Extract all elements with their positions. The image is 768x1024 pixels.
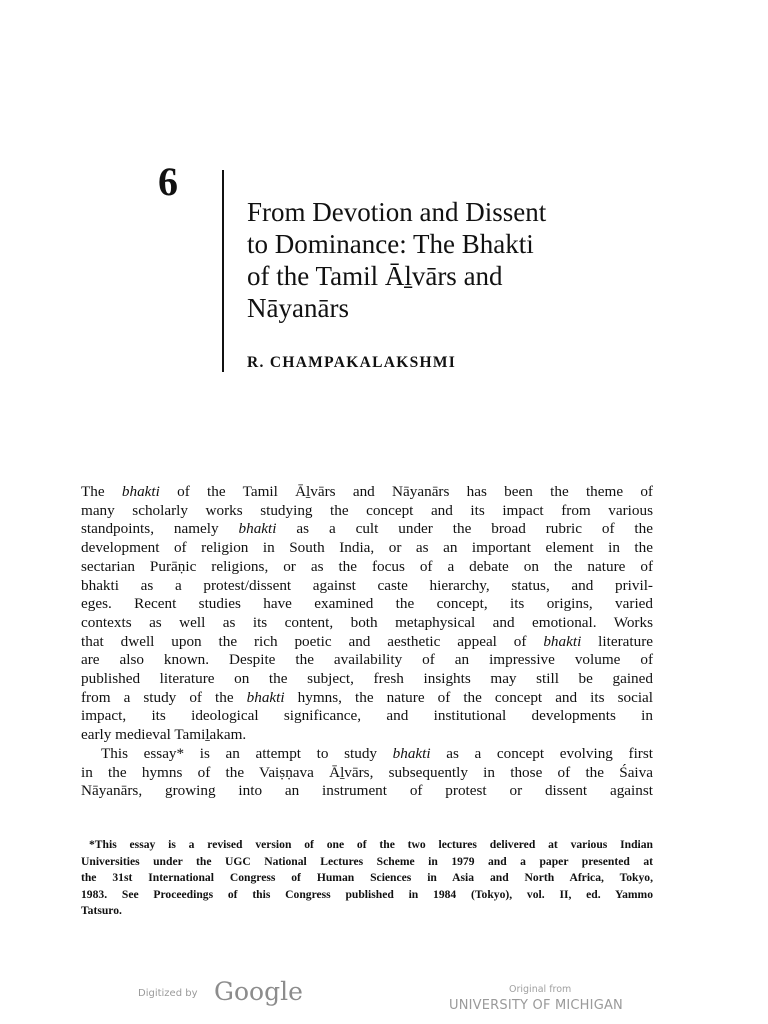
body-line: The bhakti of the Tamil Āḻvārs and Nāyanārs has been the theme of [81,483,653,500]
body-line: published literature on the subject, fresh insights may still be gained [81,670,653,688]
body-line: sectarian Purāṇic religions, or as the focus of a debate on the nature of [81,557,653,575]
body-line: that dwell upon the rich poetic and aesthetic appeal of bhakti literature [81,632,653,650]
body-line: in the hymns of the Vaiṣṇava Āḻvārs, subsequently in those of the Śaiva [81,763,653,781]
university-label: UNIVERSITY OF MICHIGAN [449,998,623,1013]
body-line: contexts as well as its content, both metaphysical and emotional. Works [81,613,653,631]
footnote-line: *This essay is a revised version of one of the two lectures delivered at various Indian [89,838,653,851]
title-line: of the Tamil Āḻvārs and [247,261,503,291]
chapter-title [247,196,667,324]
italic-term: bhakti [121,483,160,500]
title-line: Nāyanārs [247,293,349,323]
italic-term: bhakti [246,688,285,706]
google-logo: Google [214,977,303,1006]
body-text [81,483,653,801]
italic-term: bhakti [543,632,582,650]
body-line: impact, its ideological significance, and institutional developments in [81,707,653,725]
footnote [81,837,653,920]
italic-term: bhakti [238,520,277,538]
body-line: eges. Recent studies have examined the concept, its origins, varied [81,595,653,613]
digitized-by-label: Digitized by [138,988,198,999]
body-line: bhakti as a protest/dissent against caste hierarchy, status, and privil- [81,576,653,594]
title-line: to Dominance: The Bhakti [247,229,534,259]
footnote-line: Universities under the UGC National Lectures Scheme in 1979 and a paper presented at [81,854,653,868]
italic-term: bhakti [392,744,431,762]
body-line: from a study of the bhakti hymns, the nature of the concept and its social [81,688,653,706]
body-line: many scholarly works studying the concept and its impact from various [81,501,653,519]
body-line: development of religion in South India, or as an important element in the [81,539,653,557]
original-from-label: Original from [509,984,572,995]
body-line: Nāyanārs, growing into an instrument of protest or dissent against [81,782,653,800]
chapter-divider [222,170,224,372]
footnote-line: the 31st International Congress of Human Sciences in Asia and North Africa, Tokyo, [81,871,653,885]
footnote-line: 1983. See Proceedings of this Congress published in 1984 (Tokyo), vol. II, ed. Yammo [81,887,653,901]
chapter-number: 6 [158,159,178,204]
title-line: From Devotion and Dissent [247,197,547,227]
chapter-author: R. CHAMPAKALAKSHMI [247,354,457,371]
body-line: This essay* is an attempt to study bhakti as a concept evolving first [101,744,653,762]
body-line: standpoints, namely bhakti as a cult under the broad rubric of the [81,520,653,538]
footnote-line: Tatsuro. [81,904,122,918]
body-line: early medieval Tamiḻakam. [81,726,247,744]
body-line: are also known. Despite the availability of an impressive volume of [81,651,653,669]
